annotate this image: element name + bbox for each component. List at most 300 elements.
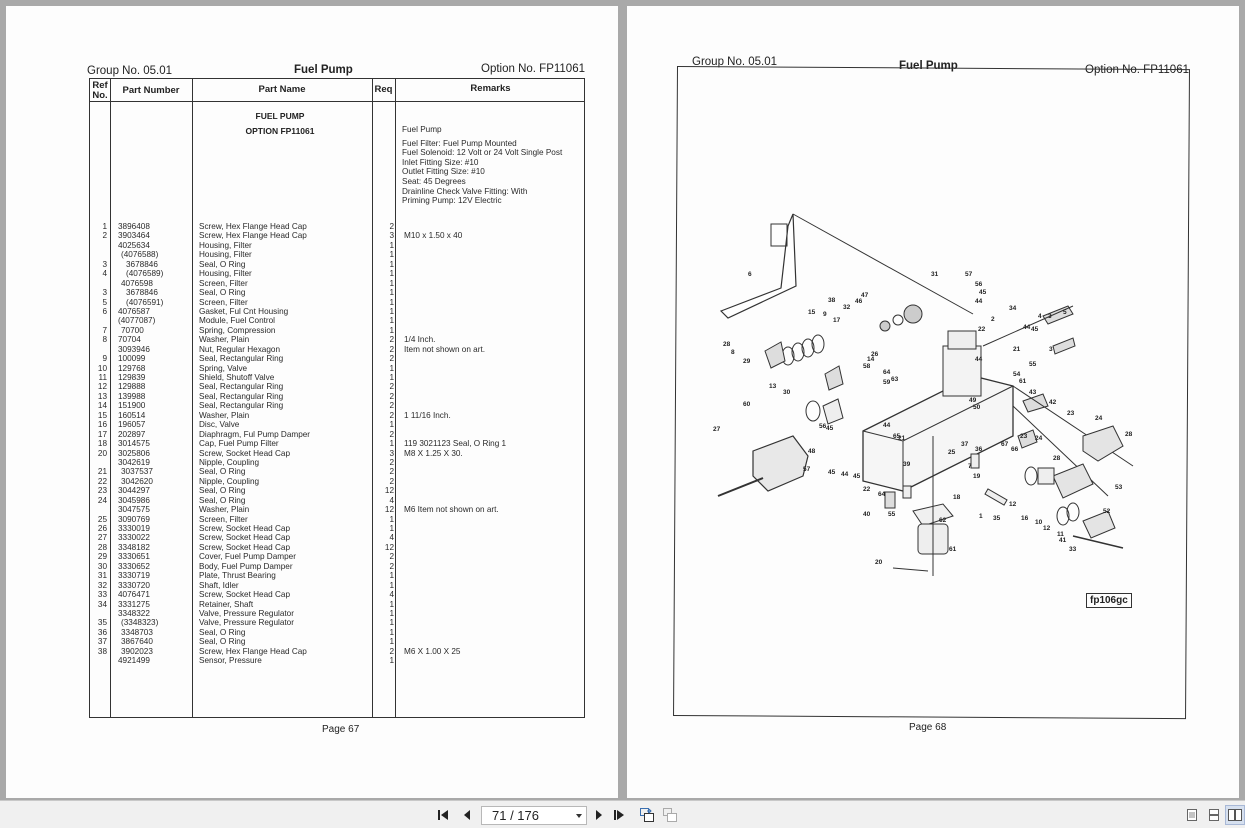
part-number: 202897 — [118, 429, 146, 439]
table-row — [90, 581, 586, 590]
part-number: 3025806 — [118, 448, 150, 458]
req-qty: 2 — [389, 222, 394, 231]
part-name: Retainer, Shaft — [199, 599, 254, 609]
svg-text:44: 44 — [841, 471, 849, 478]
ref-number: 26 — [97, 524, 107, 533]
part-number: 4076598 — [121, 278, 153, 288]
req-qty: 12 — [384, 505, 394, 515]
part-number: 3330651 — [118, 552, 150, 562]
table-row — [90, 373, 586, 382]
exploded-parts-diagram — [713, 206, 1153, 586]
part-name: Spring, Valve — [199, 363, 248, 373]
figure-id-label: fp106gc — [1086, 593, 1132, 608]
part-name: Seal, O Ring — [199, 637, 246, 647]
table-row — [90, 647, 586, 656]
req-qty: 2 — [389, 382, 394, 392]
remark-line: Inlet Fitting Size: #10 — [402, 157, 479, 167]
remark-line: Fuel Filter: Fuel Pump Mounted — [402, 138, 517, 148]
svg-text:22: 22 — [978, 326, 986, 333]
ref-number: 16 — [97, 420, 107, 430]
group-number: Group No. 05.01 — [87, 65, 173, 77]
part-name: Seal, O Ring — [199, 486, 246, 496]
svg-text:44: 44 — [975, 356, 983, 363]
ref-number: 25 — [97, 514, 107, 524]
ref-number: 2 — [102, 231, 107, 241]
part-number: 3330652 — [118, 561, 150, 571]
svg-text:45: 45 — [853, 473, 861, 480]
svg-text:31: 31 — [931, 271, 939, 278]
req-qty: 1 — [389, 278, 394, 288]
req-qty: 1 — [389, 325, 394, 335]
ref-number: 36 — [97, 627, 107, 637]
ref-number: 7 — [102, 325, 107, 335]
part-number: 129888 — [118, 382, 146, 392]
part-number: 3014575 — [118, 439, 150, 449]
req-qty: 2 — [389, 457, 394, 467]
part-number: 3090769 — [118, 514, 150, 524]
part-number: 3902023 — [121, 646, 153, 656]
req-qty: 4 — [389, 533, 394, 543]
svg-text:57: 57 — [803, 466, 811, 473]
table-row — [90, 505, 586, 514]
part-name: Nipple, Coupling — [199, 476, 260, 486]
ref-number: 21 — [97, 467, 107, 477]
header-part-number: Part Number — [122, 85, 180, 96]
remark-line: Fuel Pump — [402, 125, 442, 134]
page-indicator: 71 / 176 — [492, 808, 539, 823]
svg-text:43: 43 — [1029, 389, 1037, 396]
part-name: Valve, Pressure Regulator — [199, 618, 294, 628]
part-number: 160514 — [118, 410, 146, 420]
ref-number: 6 — [102, 306, 107, 316]
single-page-view-button[interactable] — [1182, 805, 1202, 825]
svg-text:26: 26 — [871, 351, 879, 358]
svg-text:34: 34 — [1009, 305, 1017, 312]
page-number: Page 67 — [322, 724, 360, 735]
remarks: 119 3021123 Seal, O Ring 1 — [404, 439, 507, 449]
remarks: Item not shown on art. — [404, 344, 486, 354]
table-row — [90, 543, 586, 552]
svg-text:33: 33 — [1069, 546, 1077, 553]
part-name: Seal, O Ring — [199, 467, 246, 477]
group-number: Group No. 05.01 — [692, 56, 778, 68]
svg-text:12: 12 — [1043, 525, 1051, 532]
req-qty: 2 — [389, 552, 394, 562]
table-row — [90, 590, 586, 599]
part-number: (4076591) — [126, 297, 164, 307]
navigation-toolbar — [0, 800, 1245, 828]
req-qty: 1 — [389, 250, 394, 260]
ref-number: 15 — [97, 410, 107, 420]
svg-text:3: 3 — [1049, 346, 1053, 353]
svg-text:28: 28 — [1125, 431, 1133, 438]
part-name: Washer, Plain — [199, 505, 250, 515]
table-row — [90, 458, 586, 467]
part-name: Screw, Socket Head Cap — [199, 590, 291, 600]
req-qty: 1 — [389, 297, 394, 307]
part-number: 4921499 — [118, 656, 150, 666]
last-page-button[interactable] — [613, 807, 629, 823]
table-row — [90, 600, 586, 609]
part-number: 151900 — [118, 401, 146, 411]
svg-text:66: 66 — [1011, 446, 1019, 453]
ref-number: 10 — [97, 363, 107, 373]
svg-text:64: 64 — [878, 491, 886, 498]
chevron-down-icon[interactable] — [576, 814, 582, 818]
part-number: 3331275 — [118, 599, 150, 609]
req-qty: 1 — [389, 599, 394, 609]
table-row — [90, 279, 586, 288]
req-qty: 12 — [384, 542, 394, 552]
first-page-icon — [438, 809, 452, 821]
part-number: 129839 — [118, 373, 146, 382]
part-name: Shaft, Idler — [199, 580, 239, 590]
part-name: Screw, Hex Flange Head Cap — [199, 646, 307, 656]
part-name: Seal, Rectangular Ring — [199, 401, 284, 411]
svg-text:14: 14 — [867, 356, 875, 363]
part-name: Screen, Filter — [199, 297, 248, 307]
table-row — [90, 552, 586, 561]
table-row — [90, 307, 586, 316]
part-number: (4076588) — [121, 250, 159, 260]
part-number: 3093946 — [118, 344, 150, 354]
req-qty: 1 — [389, 269, 394, 279]
part-name: Screw, Socket Head Cap — [199, 448, 291, 458]
req-qty: 1 — [389, 627, 394, 637]
req-qty: 2 — [389, 476, 394, 486]
part-number: 4025634 — [118, 240, 150, 250]
table-row — [90, 420, 586, 429]
header-part-name: Part Name — [258, 84, 306, 95]
remarks: M6 X 1.00 X 25 — [404, 646, 461, 656]
part-number: 3903464 — [118, 231, 150, 241]
req-qty: 2 — [389, 561, 394, 571]
part-number: 139988 — [118, 391, 146, 401]
svg-text:64: 64 — [883, 369, 891, 376]
table-row — [90, 618, 586, 627]
svg-text:42: 42 — [1049, 399, 1057, 406]
part-name: Nipple, Coupling — [199, 457, 260, 467]
next-page-button[interactable] — [591, 807, 607, 823]
remark-line: Outlet Fitting Size: #10 — [402, 167, 485, 177]
part-number: 3330720 — [118, 580, 150, 590]
part-number: 3044297 — [118, 486, 150, 496]
ref-number: 13 — [97, 391, 107, 401]
svg-text:1: 1 — [979, 513, 983, 520]
req-qty: 2 — [389, 335, 394, 345]
table-row — [90, 250, 586, 259]
header-req: Req — [374, 84, 393, 95]
svg-text:21: 21 — [1013, 346, 1021, 353]
req-qty: 3 — [389, 231, 394, 241]
req-qty: 1 — [389, 637, 394, 647]
remarks: M6 Item not shown on art. — [404, 505, 499, 515]
part-name: Diaphragm, Ful Pump Damper — [199, 429, 311, 439]
continuous-view-button[interactable] — [1204, 805, 1224, 825]
part-name: Cap, Fuel Pump Filter — [199, 439, 279, 449]
part-number: (4077087) — [118, 316, 156, 326]
svg-text:12: 12 — [1009, 501, 1017, 508]
svg-text:32: 32 — [843, 304, 851, 311]
svg-text:30: 30 — [783, 389, 791, 396]
remark-line: Seat: 45 Degrees — [402, 176, 466, 186]
part-number: 3867640 — [121, 637, 153, 647]
part-name: Seal, O Ring — [199, 259, 246, 269]
facing-pages-view-button[interactable] — [1225, 805, 1245, 825]
next-view-button[interactable] — [662, 807, 678, 823]
req-qty: 1 — [389, 259, 394, 269]
page-number: Page 68 — [909, 722, 947, 733]
remark-line: Drainline Check Valve Fitting: With — [402, 186, 528, 196]
assembly-title: FUEL PUMP — [255, 111, 305, 121]
parts-table — [89, 78, 585, 718]
ref-number: 23 — [97, 486, 107, 496]
req-qty: 1 — [389, 306, 394, 316]
remark-line: Priming Pump: 12V Electric — [402, 196, 502, 206]
svg-text:45: 45 — [979, 289, 987, 296]
req-qty: 4 — [389, 495, 394, 505]
part-number: 3045986 — [118, 495, 150, 505]
part-name: Housing, Filter — [199, 240, 252, 250]
option-number: Option No. FP11061 — [481, 63, 585, 75]
previous-view-icon — [639, 807, 655, 823]
svg-text:62: 62 — [939, 517, 947, 524]
svg-text:59: 59 — [883, 379, 891, 386]
req-qty: 1 — [389, 240, 394, 250]
part-name: Washer, Plain — [199, 335, 250, 345]
svg-text:15: 15 — [808, 309, 816, 316]
ref-number: 29 — [97, 552, 107, 562]
part-name: Screw, Socket Head Cap — [199, 533, 291, 543]
svg-text:22: 22 — [863, 486, 871, 493]
part-name: Housing, Filter — [199, 250, 252, 260]
part-number: 3330022 — [118, 533, 150, 543]
part-number: 4076587 — [118, 306, 150, 316]
part-name: Seal, O Ring — [199, 627, 246, 637]
table-row — [90, 628, 586, 637]
req-qty: 1 — [389, 580, 394, 590]
option-number: Option No. FP11061 — [1085, 64, 1189, 76]
part-number: (4076589) — [126, 269, 164, 279]
part-number: 3348703 — [121, 627, 153, 637]
svg-text:50: 50 — [973, 404, 981, 411]
previous-page-button[interactable] — [459, 807, 475, 823]
svg-text:24: 24 — [1095, 415, 1103, 422]
svg-text:67: 67 — [1001, 441, 1009, 448]
svg-text:11: 11 — [1057, 531, 1064, 538]
table-row — [90, 392, 586, 401]
table-row — [90, 533, 586, 542]
svg-text:18: 18 — [953, 494, 961, 501]
table-row — [90, 411, 586, 420]
part-number: 4076471 — [118, 590, 150, 600]
table-row — [90, 364, 586, 373]
part-name: Screen, Filter — [199, 278, 248, 288]
req-qty: 1 — [389, 618, 394, 628]
remark-line: Fuel Solenoid: 12 Volt or 24 Volt Single Post — [402, 148, 563, 158]
svg-text:49: 49 — [969, 397, 977, 404]
first-page-button[interactable] — [437, 807, 453, 823]
ref-number: 5 — [102, 297, 107, 307]
ref-number: 12 — [97, 382, 107, 392]
svg-text:17: 17 — [833, 317, 841, 324]
req-qty: 2 — [389, 401, 394, 411]
svg-text:45: 45 — [828, 469, 836, 476]
table-row — [90, 656, 586, 665]
svg-text:54: 54 — [1013, 371, 1021, 378]
req-qty: 2 — [389, 646, 394, 656]
svg-text:40: 40 — [863, 511, 871, 518]
ref-number: 20 — [97, 448, 107, 458]
part-number: 3348182 — [118, 542, 150, 552]
table-row — [90, 562, 586, 571]
part-number: 3678846 — [126, 259, 158, 269]
part-name: Seal, Rectangular Ring — [199, 354, 284, 364]
part-name: Sensor, Pressure — [199, 656, 262, 666]
req-qty: 2 — [389, 410, 394, 420]
part-name: Cover, Fuel Pump Damper — [199, 552, 296, 562]
svg-text:29: 29 — [743, 358, 751, 365]
svg-text:55: 55 — [888, 511, 896, 518]
req-qty: 1 — [389, 363, 394, 373]
svg-text:56: 56 — [975, 281, 983, 288]
svg-text:21: 21 — [898, 435, 906, 442]
part-number: 3678846 — [126, 288, 158, 298]
part-name: Nut, Regular Hexagon — [199, 344, 281, 354]
svg-text:45: 45 — [1031, 326, 1039, 333]
table-row — [90, 401, 586, 410]
svg-text:24: 24 — [1035, 435, 1043, 442]
ref-number: 28 — [97, 542, 107, 552]
part-name: Shield, Shutoff Valve — [199, 373, 275, 382]
req-qty: 2 — [389, 391, 394, 401]
req-qty: 2 — [389, 354, 394, 364]
svg-text:45: 45 — [826, 425, 834, 432]
svg-text:46: 46 — [855, 298, 863, 305]
svg-text:55: 55 — [1029, 361, 1037, 368]
ref-number: 31 — [97, 571, 107, 581]
svg-text:58: 58 — [863, 363, 871, 370]
part-number: 3330719 — [118, 571, 150, 581]
header-ref-no: Ref No. — [92, 80, 108, 101]
table-row — [90, 467, 586, 476]
table-row — [90, 288, 586, 297]
table-row — [90, 609, 586, 618]
table-row — [90, 382, 586, 391]
svg-text:47: 47 — [861, 292, 869, 299]
svg-text:52: 52 — [1103, 508, 1111, 515]
previous-view-button[interactable] — [639, 807, 655, 823]
part-number: 3037537 — [121, 467, 153, 477]
ref-number: 11 — [98, 373, 107, 382]
part-name: Screw, Hex Flange Head Cap — [199, 222, 307, 231]
part-number: 100099 — [118, 354, 146, 364]
svg-text:61: 61 — [949, 546, 957, 553]
remarks: M10 x 1.50 x 40 — [404, 231, 463, 241]
ref-number: 32 — [97, 580, 107, 590]
svg-text:38: 38 — [828, 297, 836, 304]
part-name: Disc, Valve — [199, 420, 240, 430]
remarks: 1/4 Inch. — [404, 335, 436, 345]
svg-text:23: 23 — [1067, 410, 1075, 417]
table-row — [90, 335, 586, 344]
svg-text:56: 56 — [819, 423, 827, 430]
svg-text:8: 8 — [731, 349, 735, 356]
table-row — [90, 345, 586, 354]
part-name: Screw, Socket Head Cap — [199, 524, 291, 533]
table-row — [90, 496, 586, 505]
section-title: Fuel Pump — [294, 64, 353, 76]
svg-text:4: 4 — [1038, 313, 1042, 320]
svg-text:36: 36 — [975, 446, 983, 453]
ref-number: 1 — [102, 222, 107, 231]
svg-text:63: 63 — [891, 376, 899, 383]
facing-pages-view-icon — [1228, 808, 1242, 822]
req-qty: 1 — [389, 608, 394, 618]
part-number: 3348322 — [118, 608, 150, 618]
part-name: Screw, Hex Flange Head Cap — [199, 231, 307, 241]
page-number-select[interactable] — [481, 806, 587, 825]
req-qty: 1 — [389, 288, 394, 298]
ref-number: 3 — [102, 259, 107, 269]
last-page-icon — [614, 809, 628, 821]
part-number: 3330019 — [118, 524, 150, 533]
svg-text:6: 6 — [748, 271, 752, 278]
svg-text:44: 44 — [975, 298, 983, 305]
ref-number: 18 — [97, 439, 107, 449]
svg-text:3: 3 — [1048, 313, 1052, 320]
req-qty: 1 — [389, 373, 394, 382]
part-name: Seal, O Ring — [199, 288, 246, 298]
ref-number: 27 — [97, 533, 107, 543]
svg-text:16: 16 — [1021, 515, 1029, 522]
table-row — [90, 316, 586, 325]
ref-number: 37 — [97, 637, 107, 647]
req-qty: 1 — [389, 571, 394, 581]
ref-number: 35 — [97, 618, 107, 628]
assembly-option: OPTION FP11061 — [245, 126, 315, 136]
part-number: 3042620 — [121, 476, 153, 486]
remarks: 1 11/16 Inch. — [404, 410, 451, 420]
ref-number: 9 — [102, 354, 107, 364]
parts-rows — [90, 222, 586, 666]
table-row — [90, 477, 586, 486]
part-number: (3348323) — [121, 618, 159, 628]
svg-text:60: 60 — [743, 401, 751, 408]
ref-number: 4 — [102, 269, 107, 279]
part-name: Seal, O Ring — [199, 495, 246, 505]
part-number: 70700 — [121, 325, 144, 335]
part-number: 129768 — [118, 363, 146, 373]
req-qty: 2 — [389, 344, 394, 354]
part-name: Seal, Rectangular Ring — [199, 391, 284, 401]
req-qty: 3 — [389, 448, 394, 458]
part-number: 196057 — [118, 420, 146, 430]
page-68 — [627, 6, 1239, 798]
table-row — [90, 298, 586, 307]
req-qty: 1 — [389, 524, 394, 533]
svg-text:2: 2 — [991, 316, 995, 323]
req-qty: 1 — [389, 420, 394, 430]
ref-number: 8 — [102, 335, 107, 345]
section-title: Fuel Pump — [899, 60, 958, 72]
req-qty: 1 — [389, 316, 394, 326]
svg-text:61: 61 — [1019, 378, 1027, 385]
single-page-view-icon — [1186, 808, 1198, 822]
header-remarks: Remarks — [470, 83, 511, 94]
req-qty: 12 — [384, 486, 394, 496]
table-row — [90, 637, 586, 646]
